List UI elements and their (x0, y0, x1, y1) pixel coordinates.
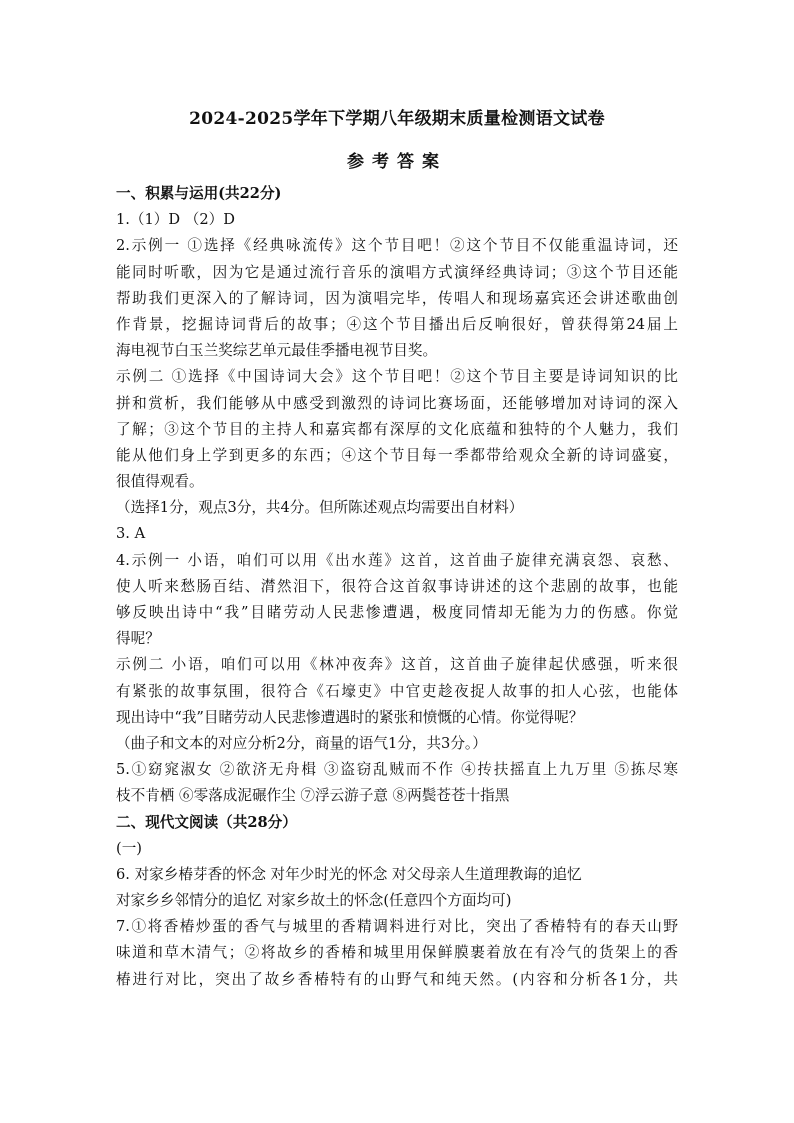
answer-line: 5.①窈窕淑女 ②欲济无舟楫 ③盗窃乱贼而不作 ④抟扶摇直上九万里 ⑤拣尽寒 (116, 761, 678, 779)
answer-line: 4.示例一 小语，咱们可以用《出水莲》这首，这首曲子旋律充满哀怨、哀愁、 (116, 551, 678, 569)
answer-line: 海电视节白玉兰奖综艺单元最佳季播电视节目奖。 (116, 342, 438, 360)
section-heading: 一、积累与运用(共22分) (116, 185, 282, 202)
answer-line: 作背景，挖掘诗词背后的故事；④这个节目播出后反响很好，曾获得第24届上 (116, 315, 678, 333)
answer-line: 6. 对家乡椿芽香的怀念 对年少时光的怀念 对父母亲人生道理教诲的追忆 (116, 865, 582, 883)
answer-line: 椿进行对比，突出了故乡香椿特有的山野气和纯天然。(内容和分析各1分，共 (116, 970, 678, 988)
answer-line: 7.①将香椿炒蛋的香气与城里的香精调料进行对比，突出了香椿特有的春天山野 (116, 918, 678, 936)
answer-line: 枝不肯栖 ⑥零落成泥碾作尘 ⑦浮云游子意 ⑧两鬓苍苍十指黑 (116, 787, 510, 805)
answer-body (116, 181, 678, 993)
answer-line: 够反映出诗中“我”目睹劳动人民悲惨遭遇，极度同情却无能为力的伤感。你觉 (116, 604, 678, 621)
section-heading: 二、现代文阅读（共28分） (116, 813, 297, 831)
answer-line: 能从他们身上学到更多的东西；④这个节目每一季都带给观众全新的诗词盛宴， (116, 446, 678, 464)
answer-line: 帮助我们更深入的了解诗词，因为演唱完毕，传唱人和现场嘉宾还会讲述歌曲创 (116, 289, 678, 307)
answer-line: （曲子和文本的对应分析2分，商量的语气1分，共3分。） (116, 734, 487, 752)
answer-line: （选择1分，观点3分，共4分。但所陈述观点均需要出自材料） (116, 499, 524, 517)
answer-line: 很值得观看。 (116, 473, 204, 491)
answer-line: 示例二 小语，咱们可以用《林冲夜奔》这首，这首曲子旋律起伏感强，听来很 (116, 656, 678, 674)
document-title: 2024-2025学年下学期八年级期末质量检测语文试卷 (189, 109, 605, 129)
answer-line: 得呢？ (116, 630, 160, 648)
answer-line: (一) (116, 839, 142, 857)
answer-line: 示例二 ①选择《中国诗词大会》这个节目吧！②这个节目主要是诗词知识的比 (116, 368, 678, 386)
answer-line: 对家乡乡邻情分的追忆 对家乡故土的怀念(任意四个方面均可) (116, 892, 512, 910)
answer-line: 2.示例一 ①选择《经典咏流传》这个节目吧！②这个节目不仅能重温诗词，还 (116, 237, 678, 255)
answer-line: 现出诗中“我”目睹劳动人民悲惨遭遇时的紧张和愤慨的心情。你觉得呢？ (116, 708, 584, 726)
answer-line: 使人听来愁肠百结、潸然泪下，很符合这首叙事诗讲述的这个悲剧的故事，也能 (116, 577, 678, 595)
document-subtitle: 参考答案 (347, 152, 447, 172)
answer-line: 3. A (116, 525, 146, 543)
answer-line: 了解；③这个节目的主持人和嘉宾都有深厚的文化底蕴和独特的个人魅力，我们 (116, 420, 678, 438)
answer-line: 能同时听歌，因为它是通过流行音乐的演唱方式演绎经典诗词；③这个节目还能 (116, 263, 678, 281)
answer-line: 有紧张的故事氛围，很符合《石壕吏》中官吏趁夜捉人故事的扣人心弦，也能体 (116, 682, 678, 700)
answer-line: 1.（1）D （2）D (116, 211, 235, 229)
answer-line: 味道和草木清气；②将故乡的香椿和城里用保鲜膜裹着放在有冷气的货架上的香 (116, 944, 678, 962)
answer-line: 拼和赏析，我们能够从中感受到激烈的诗词比赛场面，还能够增加对诗词的深入 (116, 394, 678, 412)
